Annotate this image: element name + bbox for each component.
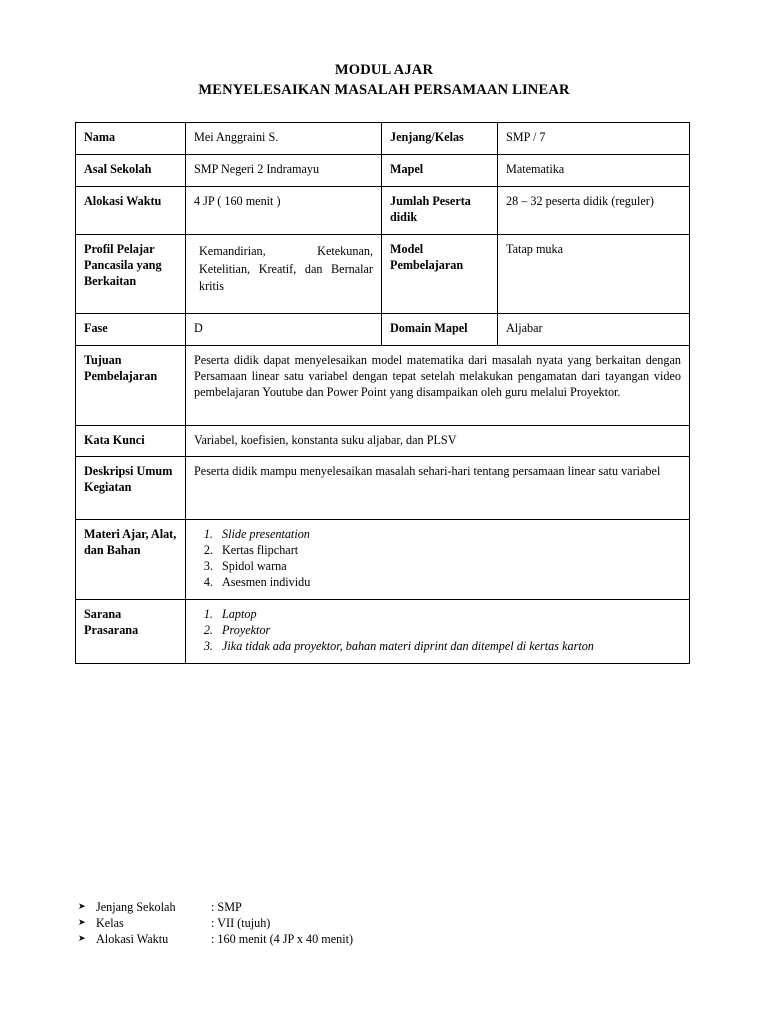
value-kata-kunci: Variabel, koefisien, konstanta suku aljabar, dan PLSV [186,426,690,457]
sarana-list [194,606,681,654]
arrow-bullet-icon: ➤ [78,934,86,944]
table-row [76,600,690,664]
module-info-table [75,122,690,664]
summary-key: Jenjang Sekolah [96,900,176,914]
list-item: 3. Jika tidak ada proyektor, bahan materi diprint dan ditempel di kertas karton [216,638,681,654]
value-asal-sekolah: SMP Negeri 2 Indramayu [186,155,382,187]
table-row [76,314,690,346]
arrow-bullet-icon: ➤ [78,918,86,928]
value-profil: Kemandirian, Ketekunan, Ketelitian, Kreatif, dan Bernalar kritis [199,244,373,293]
table-row [76,346,690,426]
label-alokasi: Alokasi Waktu [76,187,186,235]
value-profil-cell [186,235,382,314]
table-row [76,155,690,187]
list-item: 1. Laptop [216,606,681,622]
value-deskripsi: Peserta didik mampu menyelesaikan masalah sehari-hari tentang persamaan linear satu variabel [186,457,690,520]
label-model: Model Pembelajaran [382,235,498,314]
summary-key: Alokasi Waktu [96,932,169,946]
arrow-bullet-icon: ➤ [78,902,86,912]
value-jumlah: 28 – 32 peserta didik (reguler) [498,187,690,235]
label-mapel: Mapel [382,155,498,187]
summary-value: : 160 menit (4 JP x 40 menit) [211,932,354,946]
label-fase: Fase [76,314,186,346]
list-item: 2. Proyektor [216,622,681,638]
table-row [76,520,690,600]
summary-list [78,899,353,947]
value-tujuan: Peserta didik dapat menyelesaikan model matematika dari masalah nyata yang berkaitan dengan Persamaan linear satu variabel dengan tepat setelah melakukan pengamatan dari tayangan video pembelajaran Youtube dan Power Point yang disampaikan oleh guru melalui Proyektor. [186,346,690,426]
label-nama: Nama [76,123,186,155]
list-item: 1. Slide presentation [216,526,681,542]
label-jenjang: Jenjang/Kelas [382,123,498,155]
table-row [76,187,690,235]
label-deskripsi: Deskripsi Umum Kegiatan [76,457,186,520]
list-item [78,931,353,947]
summary-value: : SMP [211,900,242,914]
list-item [78,899,353,915]
summary-value: : VII (tujuh) [211,916,271,930]
list-item: 3. Spidol warna [216,558,681,574]
label-materi: Materi Ajar, Alat, dan Bahan [76,520,186,600]
list-item: 2. Kertas flipchart [216,542,681,558]
value-sarana-cell [186,600,690,664]
table-row [76,426,690,457]
list-item [78,915,353,931]
label-asal-sekolah: Asal Sekolah [76,155,186,187]
list-item: 4. Asesmen individu [216,574,681,590]
label-tujuan: Tujuan Pembelajaran [76,346,186,426]
table-row [76,235,690,314]
table-row [76,457,690,520]
table-row [76,123,690,155]
materi-list [194,526,681,590]
value-domain: Aljabar [498,314,690,346]
label-sarana: Sarana Prasarana [76,600,186,664]
summary-key: Kelas [96,916,124,930]
value-model: Tatap muka [498,235,690,314]
value-nama: Mei Anggraini S. [186,123,382,155]
value-fase: D [186,314,382,346]
document-title: MODUL AJAR [334,62,434,78]
label-kata-kunci: Kata Kunci [76,426,186,457]
label-jumlah: Jumlah Peserta didik [382,187,498,235]
label-profil: Profil Pelajar Pancasila yang Berkaitan [76,235,186,314]
value-mapel: Matematika [498,155,690,187]
value-materi-cell [186,520,690,600]
value-jenjang: SMP / 7 [498,123,690,155]
document-subtitle: MENYELESAIKAN MASALAH PERSAMAAN LINEAR [198,82,570,98]
value-alokasi: 4 JP ( 160 menit ) [186,187,382,235]
label-domain: Domain Mapel [382,314,498,346]
